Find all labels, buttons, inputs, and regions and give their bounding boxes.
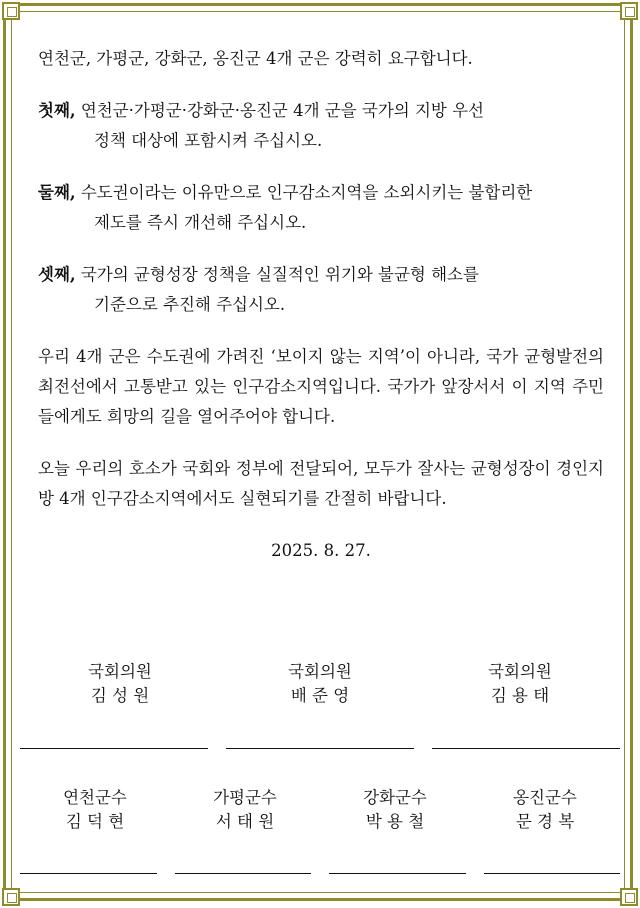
lawmakers-row xyxy=(20,660,620,708)
demand-2-lead: 둘째, xyxy=(38,183,76,202)
demand-3-line1: 국가의 균형성장 정책을 실질적인 위기와 불균형 해소를 xyxy=(75,265,479,284)
signature-line xyxy=(175,872,312,874)
governor-3-name: 박 용 철 xyxy=(365,812,425,831)
signature-line xyxy=(329,872,466,874)
governor-2-name: 서 태 원 xyxy=(215,812,275,831)
demand-3-line2: 기준으로 추진해 주십시오. xyxy=(94,295,286,314)
governor-1-name: 김 덕 현 xyxy=(65,812,125,831)
demand-3 xyxy=(38,260,604,320)
demand-1-line1: 연천군·가평군·강화군·옹진군 4개 군을 국가의 지방 우선 xyxy=(75,101,484,120)
governor-2-title: 가평군수 xyxy=(213,788,277,807)
lawmaker-2 xyxy=(220,660,420,708)
governor-signature-lines xyxy=(20,872,620,874)
lawmaker-1-title: 국회의원 xyxy=(88,662,152,681)
governor-3-title: 강화군수 xyxy=(363,788,427,807)
governor-3 xyxy=(320,786,470,834)
lawmaker-3-name: 김 용 태 xyxy=(490,686,550,705)
governor-1 xyxy=(20,786,170,834)
governor-4-title: 옹진군수 xyxy=(513,788,577,807)
signature-line xyxy=(226,747,414,749)
governor-1-title: 연천군수 xyxy=(63,788,127,807)
demand-3-lead: 셋째, xyxy=(38,265,76,284)
corner-ornament-top-right xyxy=(620,2,638,20)
governors-row xyxy=(20,786,620,834)
lawmaker-2-name: 배 준 영 xyxy=(290,686,350,705)
corner-ornament-top-left xyxy=(2,2,20,20)
corner-ornament-bottom-right xyxy=(620,888,638,906)
paragraph-1: 우리 4개 군은 수도권에 가려진 ‘보이지 않는 지역’이 아니라, 국가 균형발전의 최전선에서 고통받고 있는 인구감소지역입니다. 국가가 앞장서서 이 지역 주민들에게도 희망의 길을 열어주어야 합니다. xyxy=(38,347,604,426)
signature-line xyxy=(20,747,208,749)
lawmaker-1 xyxy=(20,660,220,708)
paragraph-2: 오늘 우리의 호소가 국회와 정부에 전달되어, 모두가 잘사는 균형성장이 경인지방 4개 인구감소지역에서도 실현되기를 간절히 바랍니다. xyxy=(38,459,604,508)
demand-2 xyxy=(38,178,604,238)
corner-ornament-bottom-left xyxy=(2,888,20,906)
lawmaker-3-title: 국회의원 xyxy=(488,662,552,681)
lawmaker-3 xyxy=(420,660,620,708)
statement-body xyxy=(38,44,604,592)
demand-2-line1: 수도권이라는 이유만으로 인구감소지역을 소외시키는 불합리한 xyxy=(75,183,533,202)
demand-1 xyxy=(38,96,604,156)
demand-1-line2: 정책 대상에 포함시켜 주십시오. xyxy=(94,131,323,150)
demand-1-lead: 첫째, xyxy=(38,101,76,120)
intro-text: 연천군, 가평군, 강화군, 옹진군 4개 군은 강력히 요구합니다. xyxy=(38,49,473,68)
lawmaker-1-name: 김 성 원 xyxy=(90,686,150,705)
signature-line xyxy=(484,872,621,874)
governor-2 xyxy=(170,786,320,834)
governor-4 xyxy=(470,786,620,834)
governor-4-name: 문 경 복 xyxy=(515,812,575,831)
lawmaker-2-title: 국회의원 xyxy=(288,662,352,681)
lawmaker-signature-lines xyxy=(20,747,620,749)
date: 2025. 8. 27. xyxy=(271,541,371,560)
signature-line xyxy=(432,747,620,749)
signature-line xyxy=(20,872,157,874)
demand-2-line2: 제도를 즉시 개선해 주십시오. xyxy=(94,213,307,232)
